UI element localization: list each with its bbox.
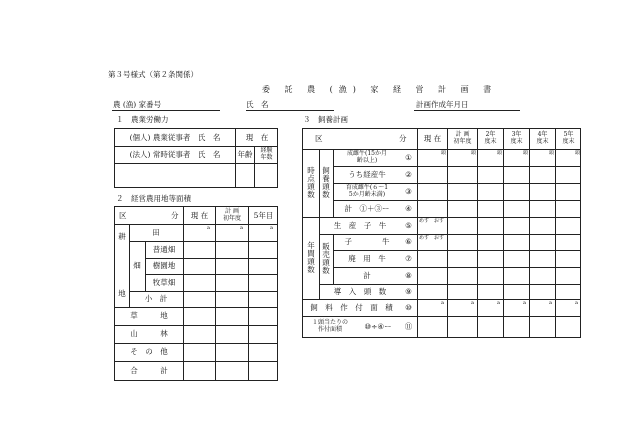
unit-a: a [240, 225, 243, 231]
cultivated-land-label: 耕 地 [118, 231, 126, 299]
male-label: おす [434, 235, 445, 241]
other-label: そ の 他 [130, 347, 168, 357]
point-in-time-heads-label: 時 点 頭 数 [307, 165, 315, 200]
row-number-11: ⑪ [404, 321, 413, 331]
female-label: めす [419, 235, 430, 241]
row-number-10: ⑩ [405, 302, 412, 312]
unit-head: 頭 [575, 150, 581, 156]
introduced-heads-label: 導 入 頭 数 [333, 286, 387, 296]
form-number: 第３号様式（第２条関係） [108, 70, 198, 79]
male-label: おす [434, 218, 445, 224]
livestock-header-plan-year1: 計 画 初年度 [453, 131, 472, 145]
livestock-table [302, 128, 581, 338]
livestock-header-year5: 5年 度末 [562, 131, 575, 145]
area-per-head-label: １頭当たりの 作付面積 [311, 318, 348, 333]
livestock-header-current: 現 在 [423, 134, 442, 144]
sold-heads-label: 販 売 頭 数 [322, 241, 330, 276]
sold-total-label: 計 [363, 270, 371, 280]
calf-label: 子 牛 [344, 237, 390, 247]
normal-field-label: 普通畑 [152, 244, 176, 254]
livestock-header-year3: 3年 度末 [510, 131, 523, 145]
row-number-7: ⑦ [405, 253, 412, 263]
total-label: 合 計 [130, 365, 168, 375]
unit-a: a [270, 225, 273, 231]
row-number-9: ⑨ [405, 286, 412, 296]
grassland-label: 草 地 [130, 311, 168, 321]
feed-crop-area-label: 飼 料 作 付 面 積 [310, 302, 393, 312]
unit-a: a [523, 300, 526, 306]
name-line [246, 110, 334, 111]
growing-heifer-label: 育成雌牛(６～1 5か月齢未満) [345, 183, 389, 198]
row-number-5: ⑤ [405, 220, 412, 230]
calves-born-label: 生 産 子 牛 [333, 220, 387, 230]
land-header-kubun: 区 [119, 211, 127, 220]
unit-head: 頭 [441, 150, 447, 156]
current-label: 現 在 [245, 132, 269, 142]
unit-head: 頭 [471, 150, 477, 156]
land-header-year5: 5年目 [253, 210, 274, 220]
unit-head: 頭 [523, 150, 529, 156]
section2-heading: ２ 経営農用地等面積 [116, 194, 191, 203]
row-number-6: ⑥ [405, 237, 412, 247]
female-label: めす [419, 218, 430, 224]
unit-a: a [497, 300, 500, 306]
raised-heads-label: 飼 養 頭 数 [322, 165, 330, 200]
land-area-table [114, 206, 278, 381]
unit-a: a [441, 300, 444, 306]
land-header-current: 現 在 [190, 210, 209, 220]
land-header-bun: 分 [171, 211, 179, 220]
unit-a: a [471, 300, 474, 306]
forest-label: 山 林 [130, 329, 168, 339]
livestock-header-bun: 分 [399, 134, 407, 143]
land-header-plan-year1: 計 画 初年度 [222, 207, 241, 222]
row-number-8: ⑧ [405, 270, 412, 280]
pasture-field-label: 牧草畑 [152, 277, 176, 287]
area-per-head-formula: ⑩÷④ー [364, 321, 392, 331]
unit-a: a [549, 300, 552, 306]
unit-a: a [207, 225, 210, 231]
unit-a: a [575, 300, 578, 306]
age-label: 年齢 [237, 149, 253, 159]
document-title: 委 託 農 (漁) 家 経 営 計 画 書 [262, 85, 498, 94]
orchard-label: 樹園地 [152, 261, 176, 271]
parous-cow-label: うち経産牛 [348, 169, 386, 179]
name-label: 氏 名 [246, 100, 269, 109]
row-number-1: ① [405, 152, 412, 162]
farm-number-line [112, 110, 220, 111]
corporate-worker-label: (法人) 常時従事者 氏 名 [129, 149, 221, 159]
section3-heading: ３ 飼養計画 [303, 115, 348, 124]
adult-cow-label: 成雌牛(15か月 齢以上) [347, 149, 387, 164]
culled-cow-label: 廃 用 牛 [348, 253, 386, 263]
farm-number-label: 農 (漁) 家番号 [113, 100, 162, 109]
experience-label: 経験 年数 [260, 146, 273, 161]
unit-head: 頭 [497, 150, 503, 156]
annual-heads-label: 年 間 頭 数 [307, 240, 315, 275]
row-number-4: ④ [405, 203, 412, 213]
labor-table [114, 128, 278, 188]
unit-head: 頭 [549, 150, 555, 156]
date-label: 計画作成年月日 [416, 100, 469, 109]
row-number-3: ③ [405, 186, 412, 196]
section1-heading: １ 農業労働力 [116, 115, 169, 124]
livestock-header-year2: 2年 度末 [484, 131, 497, 145]
paddy-label: 田 [152, 227, 160, 237]
subtotal-formula-label: 計 ①＋③ー [344, 203, 390, 213]
livestock-header-year4: 4年 度末 [536, 131, 549, 145]
row-number-2: ② [405, 169, 412, 179]
date-line [414, 110, 520, 111]
subtotal-label: 小 計 [144, 294, 168, 304]
individual-worker-label: (個人) 農業従事者 氏 名 [129, 132, 221, 142]
livestock-header-kubun: 区 [315, 134, 323, 143]
field-label: 畑 [133, 261, 141, 271]
